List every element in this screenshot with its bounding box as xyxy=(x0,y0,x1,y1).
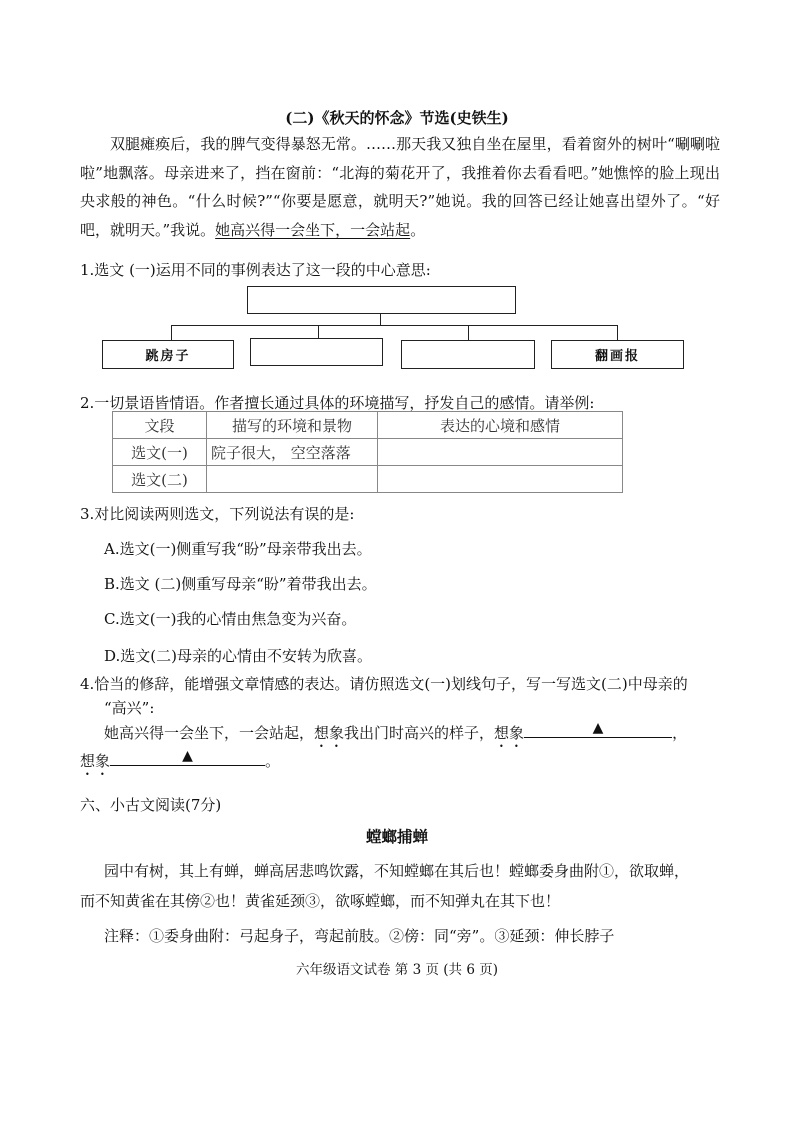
q4-keyword: 想象 xyxy=(494,724,525,742)
q4-answer-mid: 我出门时高兴的样子， xyxy=(344,724,495,742)
passage-title: (二)《秋天的怀念》节选(史铁生) xyxy=(285,109,509,127)
connector xyxy=(318,325,319,338)
q2-table xyxy=(112,411,623,493)
q1-center-box[interactable] xyxy=(247,286,516,314)
table-header-cell: 描写的环境和景物 xyxy=(207,412,378,439)
q4-keyword: 想象 xyxy=(80,752,111,770)
table-header-cell: 表达的心境和感情 xyxy=(378,412,623,439)
table-header-row xyxy=(113,412,623,439)
classical-note: 注释：①委身曲附：弓起身子，弯起前肢。②傍：同“旁”。③延颈：伸长脖子 xyxy=(104,927,615,945)
table-answer-cell[interactable] xyxy=(378,466,623,493)
q3-option-b[interactable]: B.选文 (二)侧重写母亲“盼”着带我出去。 xyxy=(104,575,377,593)
table-header-cell: 文段 xyxy=(113,412,207,439)
connector xyxy=(171,325,172,340)
section-heading: 六、小古文阅读(7分) xyxy=(80,796,222,814)
q1-box-3[interactable] xyxy=(401,340,535,369)
connector xyxy=(617,325,618,340)
q4-stem-line1: 4.恰当的修辞，能增强文章情感的表达。请仿照选文(一)划线句子，写一写选文(二)中母亲的 xyxy=(80,675,688,693)
q3-option-d[interactable]: D.选文(二)母亲的心情由不安转为欣喜。 xyxy=(104,647,372,665)
q4-stem-line2: “高兴”: xyxy=(104,699,155,717)
q4-answer-line2 xyxy=(80,749,280,779)
table-answer-cell[interactable] xyxy=(207,466,378,493)
q1-box-4: 翻画报 xyxy=(551,340,684,369)
q1-box-1: 跳房子 xyxy=(102,340,234,369)
triangle-marker-icon: ▲ xyxy=(182,748,193,764)
table-cell: 院子很大， 空空落落 xyxy=(207,439,378,466)
q4-answer-line1 xyxy=(104,721,687,751)
q2-stem: 2.一切景语皆情语。作者擅长通过具体的环境描写，抒发自己的感情。请举例: xyxy=(80,394,595,412)
connector xyxy=(468,325,469,340)
q4-blank-1[interactable] xyxy=(524,721,672,738)
section-title: 螳螂捕蝉 xyxy=(365,827,428,846)
page-footer: 六年级语文试卷 第 3 页 (共 6 页) xyxy=(296,962,498,978)
q4-end: 。 xyxy=(265,752,281,770)
q3-option-a[interactable]: A.选文(一)侧重写我“盼”母亲带我出去。 xyxy=(104,540,372,558)
table-cell: 选文(一) xyxy=(113,439,207,466)
passage-text: 双腿瘫痪后，我的脾气变得暴怒无常。……那天我又独自坐在屋里，看着窗外的树叶“唰唰啦啦”地飘落。母亲进来了，挡在窗前：“北海的菊花开了，我推着你去看看吧。”她憔悴的脸上现出央求般的神色。“什么时候?”“你要是愿意，就明天?”她说。我的回答已经让她喜出望外了。“好吧，就明天。”我说。 xyxy=(80,135,720,239)
triangle-marker-icon: ▲ xyxy=(592,720,604,736)
table-row xyxy=(113,466,623,493)
q4-answer-prefix: 她高兴得一会坐下，一会站起， xyxy=(104,724,315,742)
q1-stem: 1.选文 (一)运用不同的事例表达了这一段的中心意思: xyxy=(80,261,431,279)
q4-keyword: 想象 xyxy=(314,724,345,742)
passage-underlined-sentence: 她高兴得一会坐下，一会站起 xyxy=(215,220,411,239)
q4-blank-2[interactable] xyxy=(110,749,265,766)
q1-box-2[interactable] xyxy=(250,338,383,366)
connector xyxy=(171,325,618,326)
passage-paragraph: 双腿瘫痪后，我的脾气变得暴怒无常。……那天我又独自坐在屋里，看着窗外的树叶“唰唰啦啦”地飘落。母亲进来了，挡在窗前：“北海的菊花开了，我推着你去看看吧。”她憔悴的脸上现出央求般的神色。“什么时候?”“你要是愿意，就明天?”她说。我的回答已经让她喜出望外了。“好吧，就明天。”我说。她高兴得一会坐下，一会站起。 xyxy=(80,135,720,239)
table-cell: 选文(二) xyxy=(113,466,207,493)
classical-text-line2: 而不知黄雀在其傍②也！黄雀延颈③，欲啄螳螂，而不知弹丸在其下也！ xyxy=(80,892,561,910)
classical-text-line1: 园中有树，其上有蝉，蝉高居悲鸣饮露，不知螳螂在其后也！螳螂委身曲附①，欲取蝉， xyxy=(104,862,690,880)
q4-comma: ， xyxy=(672,724,688,742)
q3-stem: 3.对比阅读两则选文，下列说法有误的是: xyxy=(80,505,355,523)
q3-option-c[interactable]: C.选文(一)我的心情由焦急变为兴奋。 xyxy=(104,610,357,628)
table-row xyxy=(113,439,623,466)
table-answer-cell[interactable] xyxy=(378,439,623,466)
